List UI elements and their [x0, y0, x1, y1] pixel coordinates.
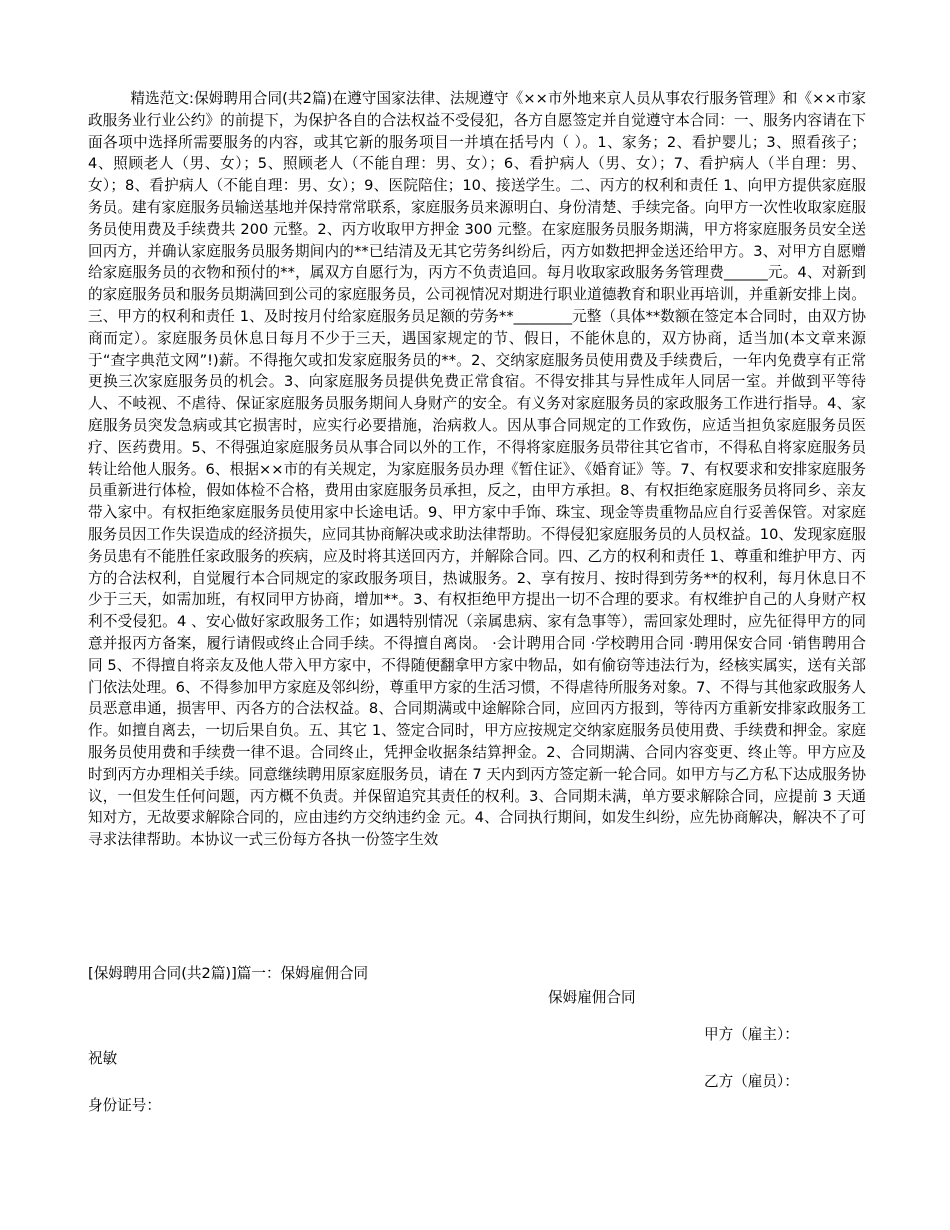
- id-number-label: 身份证号：: [88, 1097, 161, 1114]
- party-a-label: 甲方（雇主）：: [704, 1026, 799, 1043]
- party-b-label: 乙方（雇员）：: [704, 1073, 799, 1090]
- document-title: 保姆雇佣合同: [548, 989, 636, 1006]
- section-heading: [保姆聘用合同(共2篇)]篇一：保姆雇佣合同: [88, 965, 369, 982]
- party-a-name: 祝敏: [88, 1050, 118, 1067]
- contract-body-text: 精选范文:保姆聘用合同(共2篇)在遵守国家法律、法规遵守《××市外地来京人员从事农行服务管理》和《××市家政服务业行业公约》的前提下，为保护各自的合法权益不受侵犯，各方自愿签定并自觉遵守本合同：一、服务内容请在下面各项中选择所需要服务的内容，或其它新的服务项目一并填在括号内（ ）。1、家务；2、看护婴儿；3、照看孩子；4、照顾老人（男、女）；5、照顾老人（不能自理：男、女）；6、看护病人（男、女）；7、看护病人（半自理：男、女）；8、看护病人（不能自理：男、女）；9、医院陪住；10、接送学生。二、丙方的权利和责任 1、向甲方提供家庭服务员。建有家庭服务员输送基地并保持常常联系，家庭服务员来源明白、身份清楚、手续完备。向甲方一次性收取家庭服务员使用费及手续费共 200 元整。2、丙方收取甲方押金 300 元整。在家庭服务员服务期满，甲方将家庭服务员安全送回丙方，并确认家庭服务员服务期间内的**已结清及无其它劳务纠纷后，丙方如数把押金送还给甲方。3、对甲方自愿赠给家庭服务员的衣物和预付的**，属双方自愿行为，丙方不负责追回。每月收取家政服务务管理费______元。4、对新到的家庭服务员和服务员期满回到公司的家庭服务员，公司视情况对期进行职业道德教育和职业再培训，并重新安排上岗。三、甲方的权利和责任 1、及时按月付给家庭服务员足额的劳务**________元整（具体**数额在签定本合同时，由双方协商而定）。家庭服务员休息日每月不少于三天，遇国家规定的节、假日，不能休息的，双方协商，适当加(本文章来源于“查字典范文网”!)薪。不得拖欠或扣发家庭服务员的**。2、交纳家庭服务员使用费及手续费后，一年内免费享有正常更换三次家庭服务员的机会。3、向家庭服务员提供免费正常食宿。不得安排其与异性成年人同居一室。并做到平等待人、不岐视、不虐待、保证家庭服务员服务期间人身财产的安全。有义务对家庭服务员的家政服务工作进行指导。4、家庭服务员突发急病或其它损害时，应实行必要措施，治病救人。因从事合同规定的工作致伤，应适当担负家庭服务员医疗、医药费用。5、不得强迫家庭服务员从事合同以外的工作，不得将家庭服务员带往其它省市，不得私自将家庭服务员转让给他人服务。6、根据××市的有关规定，为家庭服务员办理《暂住证》、《婚育证》等。7、有权要求和安排家庭服务员重新进行体检，假如体检不合格，费用由家庭服务员承担，反之，由甲方承担。8、有权拒绝家庭服务员将同乡、亲友带入家中。有权拒绝家庭服务员使用家中长途电话。9、甲方家中手饰、珠宝、现金等贵重物品应自行妥善保管。对家庭服务员因工作失误造成的经济损失，应同其协商解决或求助法律帮助。不得侵犯家庭服务员的人员权益。10、发现家庭服务员患有不能胜任家政服务的疾病，应及时将其送回丙方，并解除合同。四、乙方的权利和责任 1、尊重和维护甲方、丙方的合法权利，自觉履行本合同规定的家政服务项目，热诚服务。2、享有按月、按时得到劳务**的权利，每月休息日不少于三天，如需加班，有权同甲方协商，增加**。3、有权拒绝甲方提出一切不合理的要求。有权维护自己的人身财产权利不受侵犯。4 、安心做好家政服务工作；如遇特别情况（亲属患病、家有急事等），需回家处理时，应先征得甲方的同意并报丙方备案，履行请假或终止合同手续。不得擅自离岗。 ·会计聘用合同 ·学校聘用合同 ·聘用保安合同 ·销售聘用合同 5、不得擅自将亲友及他人带入甲方家中，不得随便翻拿甲方家中物品，如有偷窃等违法行为，经核实属实，送有关部门依法处理。6、不得参加甲方家庭及邻纠纷，尊重甲方家的生活习惯，不得虐待所服务对象。7、不得与其他家政服务人员恶意串通，损害甲、丙各方的合法权益。8、合同期满或中途解除合同，应回丙方报到，等待丙方重新安排家政服务工作。如擅自离去，一切后果自负。五、其它 1、签定合同时，甲方应按规定交纳家庭服务员使用费、手续费和押金。家庭服务员使用费和手续费一律不退。合同终止，凭押金收据条结算押金。2、合同期满、合同内容变更、终止等。甲方应及时到丙方办理相关手续。同意继续聘用原家庭服务员，请在 7 天内到丙方签定新一轮合同。如甲方与乙方私下达成服务协议，一但发生任何问题，丙方概不负责。并保留追究其责任的权利。3、合同期未满，单方要求解除合同，应提前 3 天通知对方，无故要求解除合同的，应由违约方交纳违约金 元。4、合同执行期间，如发生纠纷，应先协商解决，解决不了可寻求法律帮助。本协议一式三份每方各执一份签字生效: [88, 90, 866, 849]
